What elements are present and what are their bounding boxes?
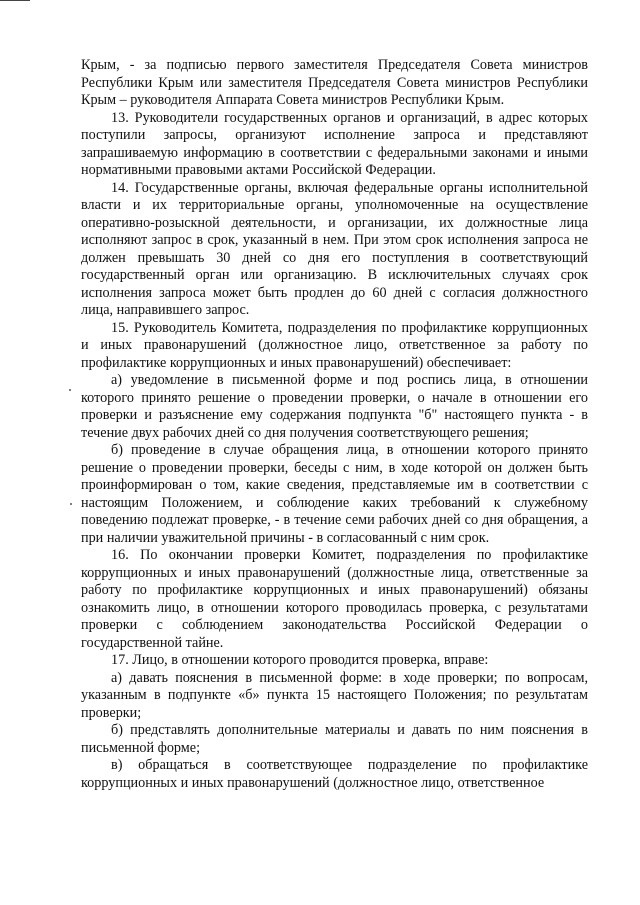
paragraph-17-a: а) давать пояснения в письменной форме: в ходе проверки; по вопросам, указанным в подпункте «б» пункта 15 настоящего Положения; по результатам проверки; (81, 669, 588, 721)
document-body (81, 57, 588, 792)
scan-edge-mark (0, 0, 30, 1)
paragraph-17-c: в) обращаться в соответствующее подразделение по профилактике коррупционных и иных правонарушений (должностное лицо, ответственное (81, 757, 588, 791)
paragraph-16: 16. По окончании проверки Комитет, подразделения по профилактике коррупционных и иных правонарушений (должностные лица, ответственные за работу по профилактике коррупционных и иных правонарушений) обязаны ознакомить лицо, в отношении которого проводилась проверка, с результатами проверки с соблюдением законодательства Российской Федерации о государственной тайне. (81, 547, 588, 651)
paragraph-17: 17. Лицо, в отношении которого проводится проверка, вправе: (111, 652, 489, 668)
paragraph-15-b: б) проведение в случае обращения лица, в отношении которого принято решение о проведении проверки, беседы с ним, в ходе которой он должен быть проинформирован о том, какие сведения, представляемые им в соответствии с настоящим Положением, и соблюдение каких требований к служебному поведению подлежат проверке, - в течение семи рабочих дней со дня обращения, а при наличии уважительной причины - в согласованный с ним срок. (81, 442, 588, 546)
scan-speck (69, 389, 71, 391)
paragraph-13: 13. Руководители государственных органов и организаций, в адрес которых поступили запросы, организуют исполнение запроса и представляют запрашиваемую информацию в соответствии с федеральными законами и иными нормативными правовыми актами Российской Федерации. (81, 109, 588, 178)
scan-speck (70, 503, 72, 505)
paragraph-15: 15. Руководитель Комитета, подразделения по профилактике коррупционных и иных правонарушений (должностное лицо, ответственное за работу по профилактике коррупционных и иных правонарушений) обеспечивает: (81, 319, 588, 371)
paragraph-14: 14. Государственные органы, включая федеральные органы исполнительной власти и их территориальные органы, уполномоченные на осуществление оперативно-розыскной деятельности, и организации, их должностные лица исполняют запрос в срок, указанный в нем. При этом срок исполнения запроса не должен превышать 30 дней со дня его поступления в соответствующий государственный орган или организацию. В исключительных случаях срок исполнения запроса может быть продлен до 60 дней с согласия должностного лица, направившего запрос. (81, 179, 588, 318)
paragraph-15-a: а) уведомление в письменной форме и под роспись лица, в отношении которого принято решение о проведении проверки, о начале в отношении его проверки и разъяснение ему содержания подпункта "б" настоящего пункта - в течение двух рабочих дней со дня получения соответствующего решения; (81, 372, 588, 441)
paragraph-continuation: Крым, - за подписью первого заместителя Председателя Совета министров Республики Крым или заместителя Председателя Совета министров Республики Крым – руководителя Аппарата Совета министров Республики Крым. (81, 57, 588, 108)
paragraph-17-b: б) представлять дополнительные материалы и давать по ним пояснения в письменной форме; (81, 722, 588, 756)
